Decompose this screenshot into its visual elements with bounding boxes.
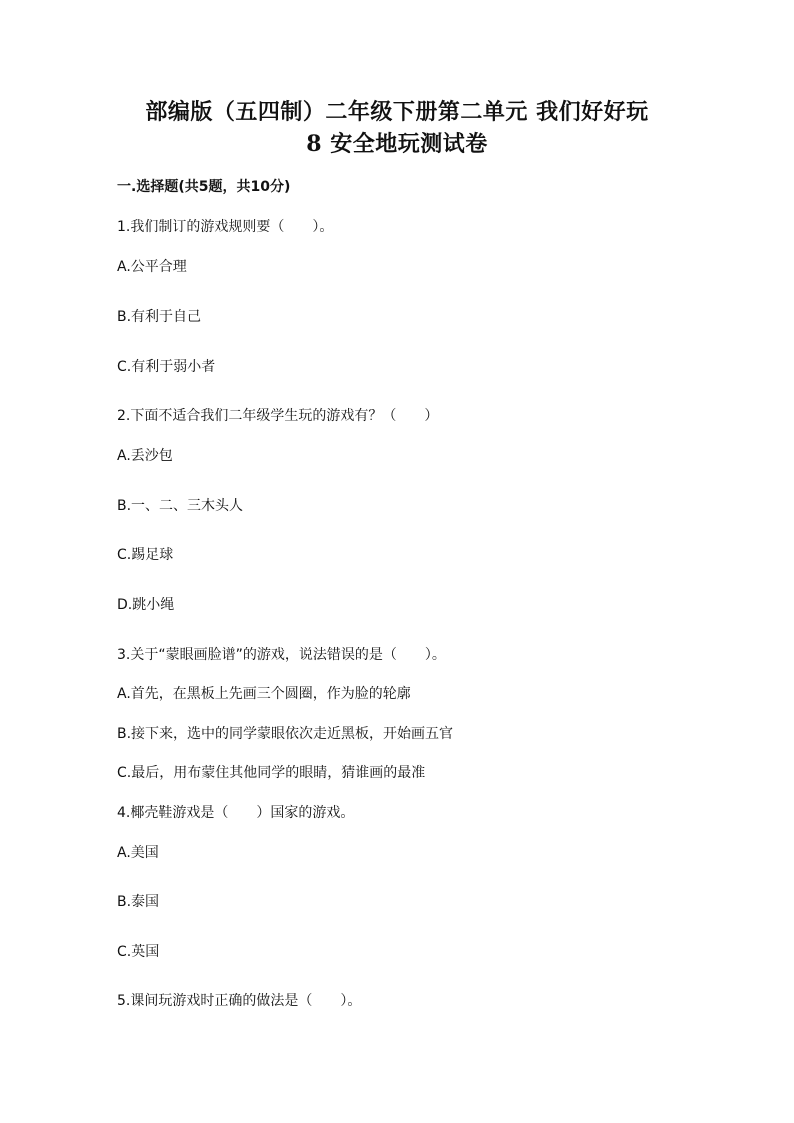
section-heading: 一.选择题(共5题，共10分): [117, 179, 291, 195]
question-2-option-d: D.跳小绳: [117, 597, 175, 613]
question-3-option-c: C.最后，用布蒙住其他同学的眼睛，猜谁画的最准: [117, 765, 426, 781]
question-2-option-a: A.丢沙包: [117, 448, 173, 464]
question-2-stem: 2.下面不适合我们二年级学生玩的游戏有？（ ）: [117, 408, 439, 424]
question-4-stem: 4.椰壳鞋游戏是（ ）国家的游戏。: [117, 805, 355, 821]
page-title-line1: 部编版（五四制）二年级下册第二单元 我们好好玩: [145, 99, 649, 125]
question-1-option-a: A.公平合理: [117, 259, 187, 275]
question-4-option-c: C.英国: [117, 944, 160, 960]
question-3-stem: 3.关于“蒙眼画脸谱”的游戏，说法错误的是（ ）。: [117, 647, 446, 663]
question-4-option-a: A.美国: [117, 845, 159, 861]
question-5-stem: 5.课间玩游戏时正确的做法是（ ）。: [117, 993, 362, 1009]
question-1-option-c: C.有利于弱小者: [117, 359, 216, 375]
question-2-option-c: C.踢足球: [117, 547, 174, 563]
question-3-option-b: B.接下来，选中的同学蒙眼依次走近黑板，开始画五官: [117, 726, 454, 742]
question-1-option-b: B.有利于自己: [117, 309, 202, 325]
page-title-line2: 8 安全地玩测试卷: [306, 131, 488, 157]
question-2-option-b: B.一、二、三木头人: [117, 498, 244, 514]
question-3-option-a: A.首先，在黑板上先画三个圆圈，作为脸的轮廓: [117, 686, 411, 702]
question-4-option-b: B.泰国: [117, 894, 160, 910]
question-1-stem: 1.我们制订的游戏规则要（ ）。: [117, 219, 334, 235]
